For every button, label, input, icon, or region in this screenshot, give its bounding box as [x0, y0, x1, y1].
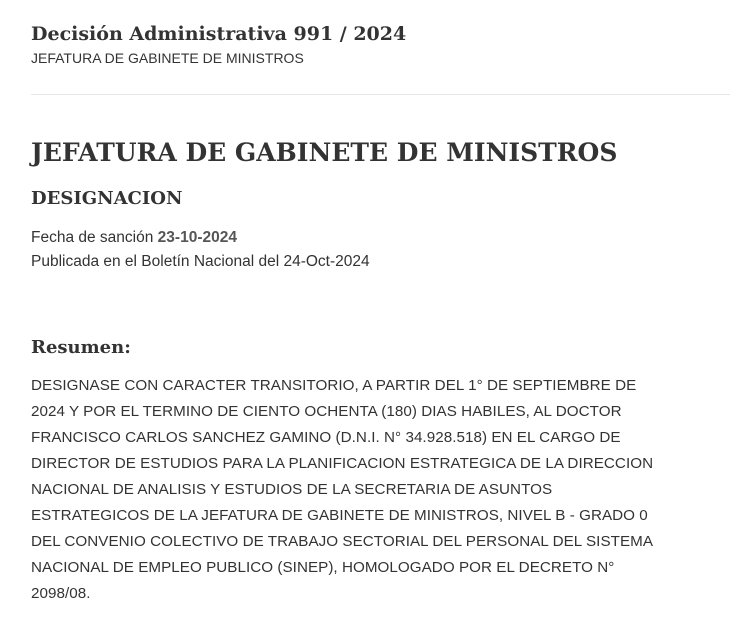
resumen-line: DESIGNASE CON CARACTER TRANSITORIO, A PARTIR DEL 1° DE SEPTIEMBRE DE	[31, 377, 637, 394]
resumen-line: ESTRATEGICOS DE LA JEFATURA DE GABINETE DE MINISTROS, NIVEL B - GRADO 0	[31, 507, 648, 524]
organism-heading: JEFATURA DE GABINETE DE MINISTROS	[31, 138, 618, 167]
dates-block	[31, 226, 370, 274]
section-heading: DESIGNACION	[31, 188, 183, 209]
document-subtitle: JEFATURA DE GABINETE DE MINISTROS	[31, 50, 304, 66]
resumen-heading: Resumen:	[31, 337, 131, 358]
sancion-date: 23-10-2024	[157, 229, 237, 246]
resumen-line: 2024 Y POR EL TERMINO DE CIENTO OCHENTA (180) DIAS HABILES, AL DOCTOR	[31, 403, 622, 420]
resumen-line: NACIONAL DE EMPLEO PUBLICO (SINEP), HOMOLOGADO POR EL DECRETO N°	[31, 559, 615, 576]
sancion-label: Fecha de sanción	[31, 229, 154, 246]
resumen-line: 2098/08.	[31, 585, 91, 602]
document-header	[31, 22, 406, 67]
resumen-body	[31, 373, 721, 607]
header-divider	[31, 94, 730, 95]
resumen-line: NACIONAL DE ANALISIS Y ESTUDIOS DE LA SECRETARIA DE ASUNTOS	[31, 481, 553, 498]
document-title: Decisión Administrativa 991 / 2024	[31, 23, 407, 45]
resumen-line: FRANCISCO CARLOS SANCHEZ GAMINO (D.N.I. N° 34.928.518) EN EL CARGO DE	[31, 429, 621, 446]
publicada-line: Publicada en el Boletín Nacional del 24-Oct-2024	[31, 253, 370, 270]
resumen-line: DIRECTOR DE ESTUDIOS PARA LA PLANIFICACION ESTRATEGICA DE LA DIRECCION	[31, 455, 654, 472]
resumen-line: DEL CONVENIO COLECTIVO DE TRABAJO SECTORIAL DEL PERSONAL DEL SISTEMA	[31, 533, 654, 550]
sancion-line	[31, 226, 370, 250]
